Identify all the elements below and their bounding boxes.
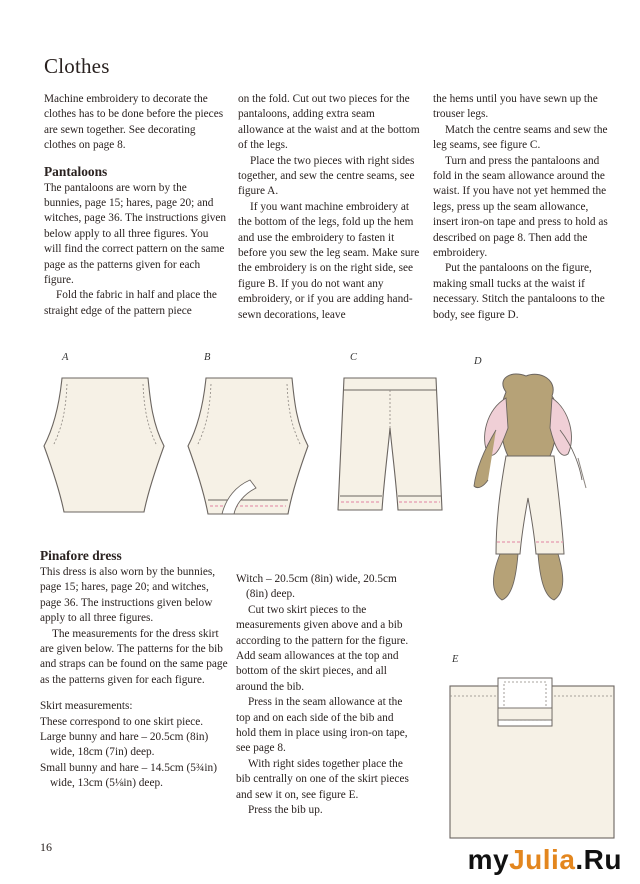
skirt-large-measurement: Large bunny and hare – 20.5cm (8in) wide, 18cm (7in) deep.	[40, 731, 209, 759]
watermark-part-3: .Ru	[575, 844, 622, 875]
watermark-logo	[468, 844, 622, 876]
skirt-measurements-title: Skirt measurements:	[40, 700, 133, 713]
watermark-part-2: Julia	[509, 844, 576, 875]
figure-d-label: D	[474, 356, 482, 367]
pinafore-column-1	[40, 548, 228, 792]
pinafore-column-2	[236, 572, 416, 819]
figure-a-pattern-drawing	[40, 368, 170, 518]
column-3	[433, 92, 611, 323]
col3-paragraph-1: the hems until you have sewn up the trouser legs.	[433, 93, 598, 121]
pinafore-col2-paragraph-3: With right sides together place the bib centrally on one of the skirt pieces and sew it on, see figure E.	[236, 757, 409, 801]
pinafore-col2-paragraph-2: Press in the seam allowance at the top and on each side of the bib and hold them in place using iron-on tape, see page 8.	[236, 696, 408, 755]
page-number: 16	[40, 840, 52, 854]
skirt-witch-measurement: Witch – 20.5cm (8in) wide, 20.5cm (8in) deep.	[236, 573, 397, 601]
col3-paragraph-4: Put the pantaloons on the figure, making small tucks at the waist if necessary. Stitch the pantaloons to the body, see figure D.	[433, 262, 605, 321]
skirt-small-measurement: Small bunny and hare – 14.5cm (5¾in) wide, 13cm (5⅛in) deep.	[40, 761, 217, 790]
pinafore-col2-paragraph-1: Cut two skirt pieces to the measurements given above and a bib according to the pattern for the figure. Add seam allowances at the top and bottom of the skirt pieces, and all around the bib.	[236, 603, 409, 693]
col3-paragraph-2: Match the centre seams and sew the leg seams, see figure C.	[433, 123, 608, 152]
figure-c-pantaloons-drawing	[330, 370, 450, 520]
pantaloons-heading: Pantaloons	[44, 163, 108, 179]
pinafore-col2-paragraph-4: Press the bib up.	[248, 804, 323, 817]
col2-paragraph-3: If you want machine embroidery at the bottom of the legs, fold up the hem and use the embroidery to fasten it before you sew the leg seam. Make sure the embroidery is on the right side, see figure B. If you do not want any embroidery, or if you are adding hand-sewn decorations, leave	[238, 200, 420, 321]
col3-paragraph-3: Turn and press the pantaloons and fold in the seam allowance around the waist. If you have not yet hemmed the legs, press up the seam allowance, insert iron-on tape and press to hold as described on page 8. Then add the embroidery.	[433, 154, 608, 260]
col2-paragraph-2: Place the two pieces with right sides together, and sew the centre seams, see figure A.	[238, 154, 415, 198]
skirt-measurements-intro: These correspond to one skirt piece.	[40, 715, 204, 728]
watermark-part-1: my	[467, 844, 510, 875]
pinafore-paragraph-1: This dress is also worn by the bunnies, page 15; hares, page 20; and witches, page 36. The instructions given below apply to all three figures.	[40, 566, 216, 625]
figure-b-hem-drawing	[184, 368, 314, 524]
figure-a-label: A	[62, 352, 69, 363]
pantaloons-paragraph-2: Fold the fabric in half and place the straight edge of the pattern piece	[44, 289, 217, 317]
figure-d-bunny-drawing	[466, 370, 606, 620]
column-2	[238, 92, 422, 323]
pinafore-paragraph-2: The measurements for the dress skirt are given below. The patterns for the bib and straps can be found on the same page as the patterns given for each figure.	[40, 627, 228, 686]
figure-e-skirt-drawing	[446, 672, 618, 844]
col2-paragraph-1: on the fold. Cut out two pieces for the pantaloons, adding extra seam allowance at the waist and at the bottom of the legs.	[238, 93, 420, 152]
pinafore-heading: Pinafore dress	[40, 548, 122, 563]
figure-c-label: C	[350, 352, 358, 363]
page-title: Clothes	[44, 54, 110, 78]
figure-b-label: B	[204, 352, 211, 363]
intro-paragraph: Machine embroidery to decorate the clothes has to be done before the pieces are sewn together. See decorating clothes on page 8.	[44, 93, 224, 152]
figure-e-label: E	[452, 654, 459, 665]
pantaloons-paragraph-1: The pantaloons are worn by the bunnies, page 15; hares, page 20; and witches, page 36. The instructions given below apply to all three figures. You will find the correct pattern on the same page as the patterns given for each figure.	[44, 181, 227, 287]
column-1	[44, 92, 227, 319]
